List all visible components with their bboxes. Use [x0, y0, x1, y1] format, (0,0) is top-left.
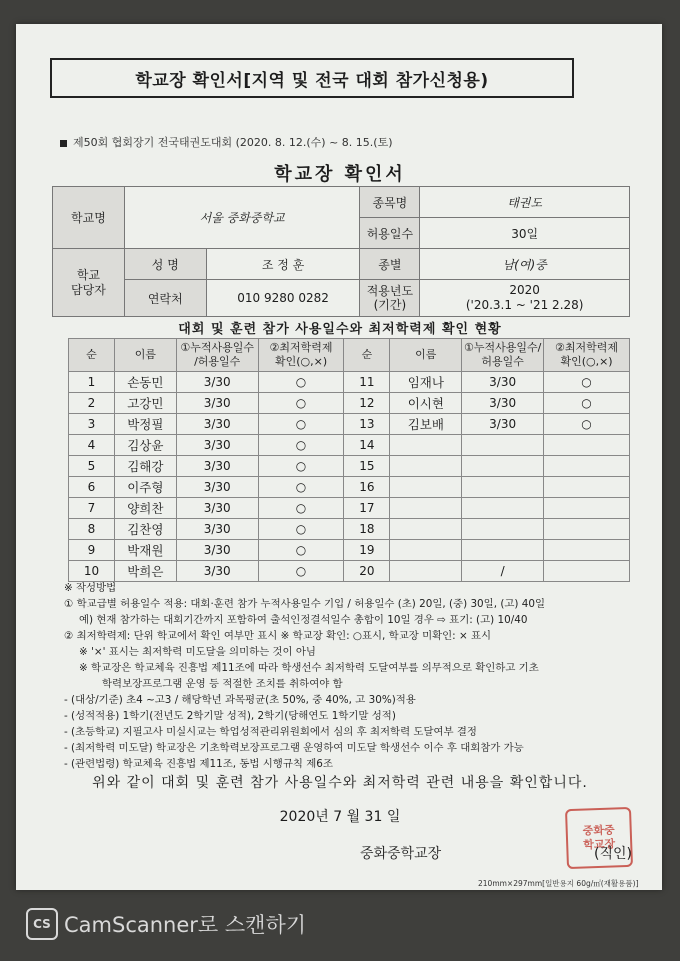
cell-no: 4 — [69, 435, 115, 456]
table-row — [69, 498, 630, 519]
cell-no2: 13 — [344, 414, 390, 435]
cell-check: ○ — [258, 414, 344, 435]
cell-check2: ○ — [544, 393, 630, 414]
note-line: ② 최저학력제: 단위 학교에서 확인 여부만 표시 ※ 학교장 확인: ○표시, 학교장 미확인: × 표시 — [64, 630, 492, 642]
cell-name: 김해강 — [114, 456, 176, 477]
cell-check: ○ — [258, 561, 344, 582]
cell-days2: 3/30 — [462, 393, 544, 414]
cell-name2 — [390, 498, 462, 519]
header-no-2: 순 — [344, 339, 390, 372]
allowed-days-value: 30일 — [420, 218, 630, 249]
cell-check2: ○ — [544, 414, 630, 435]
cell-check: ○ — [258, 540, 344, 561]
table-row — [69, 372, 630, 393]
cell-name2 — [390, 477, 462, 498]
cell-days: 3/30 — [176, 456, 258, 477]
seal-label: (직인) — [594, 846, 632, 862]
cell-check2 — [544, 477, 630, 498]
header-name: 이름 — [114, 339, 176, 372]
cell-name: 김상윤 — [114, 435, 176, 456]
note-line: - (최저학력 미도달) 학교장은 기초학력보장프로그램 운영하여 미도달 학생선수 이수 후 대회참가 가능 — [64, 742, 524, 754]
allowed-days-label: 허용일수 — [360, 218, 420, 249]
cell-no: 10 — [69, 561, 115, 582]
cell-name2: 김보배 — [390, 414, 462, 435]
cell-name2: 임재나 — [390, 372, 462, 393]
cell-no: 5 — [69, 456, 115, 477]
cell-check: ○ — [258, 435, 344, 456]
header-check: ②최저학력제 확인(○,×) — [258, 339, 344, 372]
camscanner-watermark: CamScanner로 스캔하기 — [64, 913, 307, 937]
table-row — [69, 435, 630, 456]
header-days: ①누적사용일수 /허용일수 — [176, 339, 258, 372]
cell-name: 양희찬 — [114, 498, 176, 519]
note-line: - (대상/기준) 초4 ~고3 / 해당학년 과목평균(초 50%, 중 40%, 고 30%)적용 — [64, 694, 416, 706]
cell-no2: 15 — [344, 456, 390, 477]
cell-name: 고강민 — [114, 393, 176, 414]
school-info-table — [52, 186, 630, 317]
cell-no: 6 — [69, 477, 115, 498]
header-check-2: ②최저학력제 확인(○,×) — [544, 339, 630, 372]
certificate-title: 학교장 확인서 — [274, 164, 406, 185]
cell-days2 — [462, 519, 544, 540]
section-title: 대회 및 훈련 참가 사용일수와 최저학력제 확인 현황 — [178, 322, 502, 337]
division-value: 남(여)중 — [420, 249, 630, 280]
cell-days2 — [462, 477, 544, 498]
table-row — [69, 393, 630, 414]
cell-days: 3/30 — [176, 414, 258, 435]
cell-days2: 3/30 — [462, 414, 544, 435]
name-label: 성 명 — [124, 249, 206, 280]
note-line: ※ 학교장은 학교체육 진흥법 제11조에 따라 학생선수 최저학력 도달여부를 의무적으로 확인하고 기초 — [79, 662, 539, 674]
cell-no: 3 — [69, 414, 115, 435]
table-row — [69, 477, 630, 498]
cell-days2 — [462, 498, 544, 519]
cell-days: 3/30 — [176, 372, 258, 393]
cell-name: 이주형 — [114, 477, 176, 498]
form-title: 학교장 확인서[지역 및 전국 대회 참가신청용) — [50, 58, 574, 98]
school-value: 서울 중화중학교 — [124, 187, 360, 249]
school-seal-stamp: 중화중 학교장 — [565, 807, 633, 869]
year-value: 2020 ('20.3.1 ~ '21 2.28) — [420, 280, 630, 317]
cell-name2 — [390, 561, 462, 582]
cell-check2 — [544, 561, 630, 582]
cell-days2: / — [462, 561, 544, 582]
event-text: 제50회 협회장기 전국태권도대회 (2020. 8. 12.(수) ~ 8. 15.(토) — [73, 136, 393, 149]
cell-name2 — [390, 456, 462, 477]
camscanner-logo-icon: CS — [26, 908, 58, 940]
cell-no2: 17 — [344, 498, 390, 519]
header-name-2: 이름 — [390, 339, 462, 372]
table-row — [69, 540, 630, 561]
sport-label: 종목명 — [360, 187, 420, 218]
cell-no2: 20 — [344, 561, 390, 582]
notes-section — [64, 580, 664, 772]
cell-no: 7 — [69, 498, 115, 519]
cell-days2 — [462, 435, 544, 456]
cell-name2 — [390, 435, 462, 456]
note-line: 예) 현재 참가하는 대회기간까지 포함하여 출석인정결석일수 총합이 10일 경우 ⇨ 표기: (고) 10/40 — [79, 614, 528, 626]
division-label: 종별 — [360, 249, 420, 280]
cell-name2 — [390, 519, 462, 540]
cell-no: 9 — [69, 540, 115, 561]
cell-check2 — [544, 519, 630, 540]
cell-check: ○ — [258, 393, 344, 414]
school-label: 학교명 — [53, 187, 125, 249]
cell-days: 3/30 — [176, 498, 258, 519]
cell-name2 — [390, 540, 462, 561]
cell-check2: ○ — [544, 372, 630, 393]
note-line: - (관련법령) 학교체육 진흥법 제11조, 동법 시행규칙 제6조 — [64, 758, 333, 770]
cell-no2: 12 — [344, 393, 390, 414]
table-row — [69, 561, 630, 582]
cell-no: 8 — [69, 519, 115, 540]
cell-no2: 19 — [344, 540, 390, 561]
name-value: 조 정 훈 — [206, 249, 360, 280]
cell-no2: 18 — [344, 519, 390, 540]
note-line: - (초등학교) 지필고사 미실시교는 학업성적관리위원회에서 심의 후 최저학력 도달여부 결정 — [64, 726, 477, 738]
phone-value: 010 9280 0282 — [206, 280, 360, 317]
phone-label: 연락처 — [124, 280, 206, 317]
note-line: ① 학교급별 허용일수 적용: 대회·훈련 참가 누적사용일수 기입 / 허용일수 (초) 20일, (중) 30일, (고) 40일 — [64, 598, 546, 610]
cell-no: 1 — [69, 372, 115, 393]
table-header-row — [69, 339, 630, 372]
participation-table — [68, 338, 630, 582]
cell-name: 박정필 — [114, 414, 176, 435]
cell-days: 3/30 — [176, 477, 258, 498]
sport-value: 태권도 — [420, 187, 630, 218]
principal-signature: 중화중학교장 — [360, 846, 442, 862]
note-heading: ※ 작성방법 — [64, 582, 117, 594]
header-days-2: ①누적사용일수/ 허용일수 — [462, 339, 544, 372]
cell-days2: 3/30 — [462, 372, 544, 393]
table-row — [69, 456, 630, 477]
issue-date: 2020년 7 월 31 일 — [279, 809, 401, 825]
confirmation-text: 위와 같이 대회 및 훈련 참가 사용일수와 최저학력 관련 내용을 확인합니다. — [92, 775, 588, 791]
year-label: 적용년도 (기간) — [360, 280, 420, 317]
table-row — [69, 414, 630, 435]
bullet-square-icon — [60, 140, 67, 147]
note-line: 학력보장프로그램 운영 등 적절한 조치를 취하여야 함 — [102, 678, 343, 690]
cell-days2 — [462, 456, 544, 477]
cell-name: 김찬영 — [114, 519, 176, 540]
cell-check: ○ — [258, 498, 344, 519]
cell-check: ○ — [258, 519, 344, 540]
event-line — [60, 134, 393, 150]
cell-check2 — [544, 498, 630, 519]
cell-check2 — [544, 435, 630, 456]
cell-no2: 14 — [344, 435, 390, 456]
cell-no2: 16 — [344, 477, 390, 498]
cell-days: 3/30 — [176, 393, 258, 414]
cell-name: 박희은 — [114, 561, 176, 582]
cell-check: ○ — [258, 456, 344, 477]
cell-days: 3/30 — [176, 561, 258, 582]
cell-days: 3/30 — [176, 435, 258, 456]
cell-check: ○ — [258, 477, 344, 498]
cell-check: ○ — [258, 372, 344, 393]
cell-days: 3/30 — [176, 540, 258, 561]
participation-table-body — [69, 339, 630, 582]
paper-spec: 210mm×297mm[일반용지 60g/㎡(재활용품)] — [478, 879, 639, 888]
cell-days: 3/30 — [176, 519, 258, 540]
note-line: ※ '×' 표시는 최저학력 미도달을 의미하는 것이 아님 — [79, 646, 316, 658]
cell-days2 — [462, 540, 544, 561]
contact-person-label: 학교 담당자 — [53, 249, 125, 317]
header-no: 순 — [69, 339, 115, 372]
cell-check2 — [544, 456, 630, 477]
cell-no: 2 — [69, 393, 115, 414]
cell-name: 박재원 — [114, 540, 176, 561]
cell-name: 손동민 — [114, 372, 176, 393]
note-line: - (성적적용) 1학기(전년도 2학기말 성적), 2학기(당해연도 1학기말 성적) — [64, 710, 396, 722]
cell-check2 — [544, 540, 630, 561]
cell-no2: 11 — [344, 372, 390, 393]
table-row — [69, 519, 630, 540]
cell-name2: 이시현 — [390, 393, 462, 414]
